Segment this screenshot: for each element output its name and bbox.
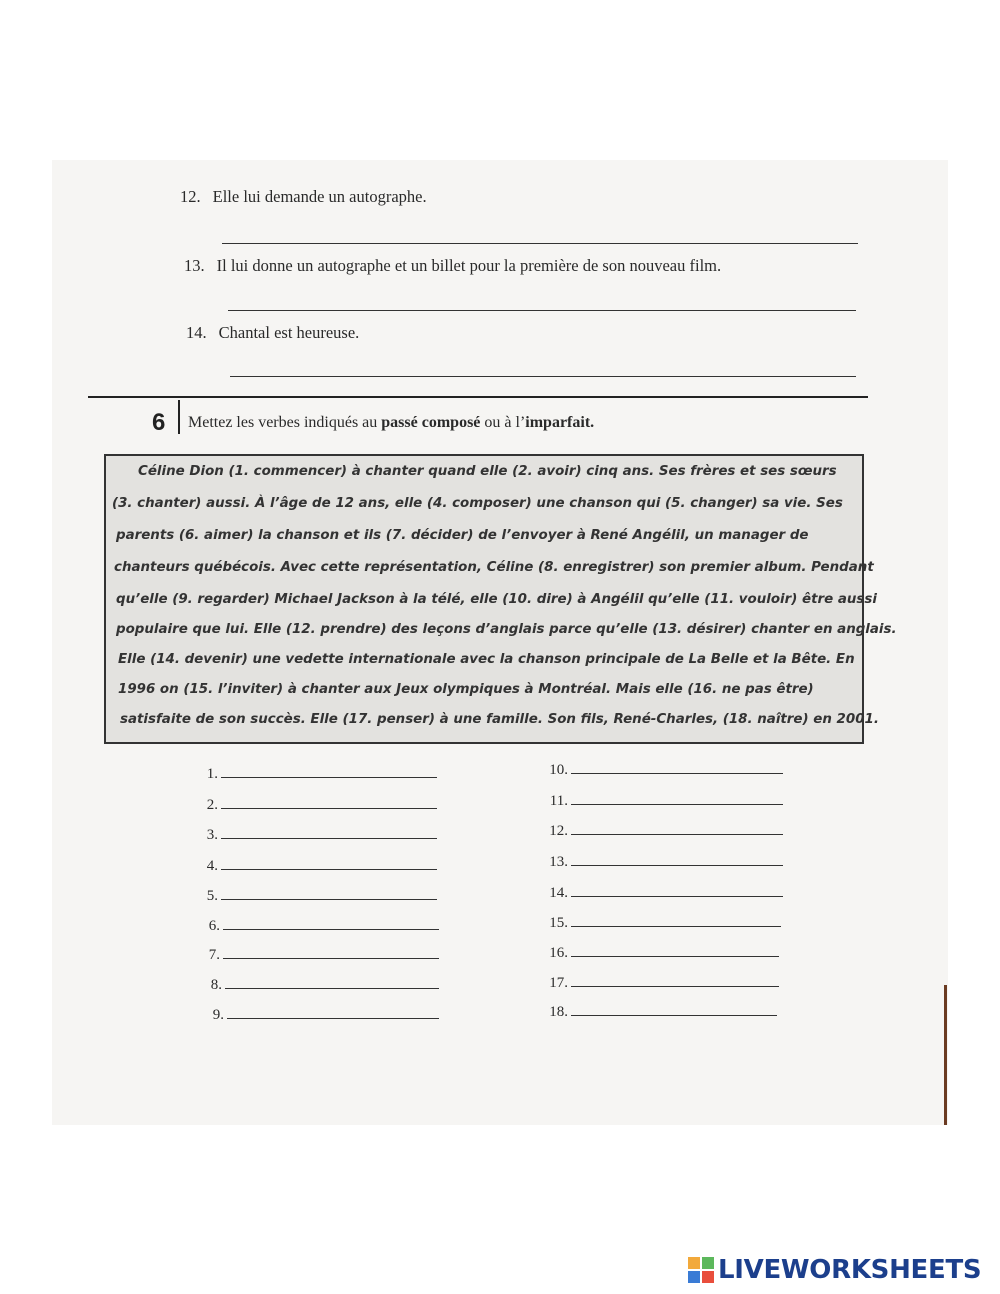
passage-line: Elle (14. devenir) une vedette internationale avec la chanson principale de La Belle et la Bête. En: [118, 652, 855, 667]
instruction-text: Mettez les verbes indiqués au: [188, 414, 382, 431]
question-text: Chantal est heureuse.: [218, 323, 360, 342]
blank-number: 2.: [206, 797, 218, 813]
answer-blank-15[interactable]: [540, 915, 781, 932]
question-12: [180, 187, 427, 207]
passage-line: (3. chanter) aussi. À l’âge de 12 ans, elle (4. composer) une chanson qui (5. changer) sa vie. Ses: [112, 496, 843, 511]
blank-line[interactable]: [221, 869, 437, 870]
answer-blank-12[interactable]: [540, 823, 783, 840]
blank-line[interactable]: [221, 808, 437, 809]
section-number: 6: [152, 409, 166, 436]
blank-line[interactable]: [223, 958, 439, 959]
blank-number: 5.: [206, 888, 218, 904]
question-number: 13.: [184, 256, 205, 275]
blank-number: 14.: [549, 885, 568, 901]
question-number: 14.: [186, 323, 207, 342]
question-number: 12.: [180, 187, 201, 206]
answer-blank-11[interactable]: [540, 793, 783, 810]
blank-number: 10.: [549, 762, 568, 778]
logo-square: [688, 1257, 700, 1269]
blank-line[interactable]: [571, 896, 783, 897]
blank-line[interactable]: [571, 804, 783, 805]
instruction-text: ou à l’: [480, 414, 526, 431]
logo-square: [702, 1271, 714, 1283]
blank-line[interactable]: [221, 838, 437, 839]
blank-number: 12.: [549, 823, 568, 839]
blank-number: 8.: [210, 977, 222, 993]
blank-number: 9.: [212, 1007, 224, 1023]
logo-grid-icon: [688, 1257, 714, 1283]
logo-square: [702, 1257, 714, 1269]
blank-number: 6.: [208, 918, 220, 934]
answer-blank-10[interactable]: [540, 762, 783, 779]
answer-blank-3[interactable]: [190, 827, 437, 844]
blank-number: 13.: [549, 854, 568, 870]
blank-number: 7.: [208, 947, 220, 963]
passage-line: Céline Dion (1. commencer) à chanter quand elle (2. avoir) cinq ans. Ses frères et ses sœurs: [138, 464, 837, 479]
question-text: Elle lui demande un autographe.: [212, 187, 427, 206]
answer-blank-5[interactable]: [190, 888, 437, 905]
blank-line[interactable]: [571, 834, 783, 835]
answer-blank-4[interactable]: [190, 858, 437, 875]
answer-blank-1[interactable]: [190, 766, 437, 783]
blank-line[interactable]: [571, 773, 783, 774]
blank-line[interactable]: [571, 926, 781, 927]
blank-line[interactable]: [221, 899, 437, 900]
blank-number: 3.: [206, 827, 218, 843]
answer-line-14[interactable]: [230, 376, 856, 377]
liveworksheets-logo: [688, 1253, 981, 1287]
blank-line[interactable]: [571, 986, 779, 987]
blank-number: 18.: [549, 1004, 568, 1020]
blank-line[interactable]: [571, 865, 783, 866]
answer-blank-14[interactable]: [540, 885, 783, 902]
section-instruction: [188, 414, 594, 432]
passage-line: 1996 on (15. l’inviter) à chanter aux Jeux olympiques à Montréal. Mais elle (16. ne pas être): [118, 682, 814, 697]
passage-line: satisfaite de son succès. Elle (17. penser) à une famille. Son fils, René-Charles, (18. naître) en 2001.: [120, 712, 879, 727]
answer-blank-6[interactable]: [192, 918, 439, 935]
answer-blank-7[interactable]: [192, 947, 439, 964]
answer-blank-16[interactable]: [540, 945, 779, 962]
passage-line: chanteurs québécois. Avec cette représentation, Céline (8. enregistrer) son premier album. Pendant: [114, 560, 874, 575]
question-text: Il lui donne un autographe et un billet pour la première de son nouveau film.: [216, 256, 722, 275]
blank-line[interactable]: [221, 777, 437, 778]
question-13: [184, 256, 721, 276]
passage-line: populaire que lui. Elle (12. prendre) des leçons d’anglais parce qu’elle (13. désirer) chanter en anglais.: [116, 622, 897, 637]
blank-line[interactable]: [571, 956, 779, 957]
passage-line: parents (6. aimer) la chanson et ils (7. décider) de l’envoyer à René Angélil, un manager de: [116, 528, 809, 543]
blank-number: 15.: [549, 915, 568, 931]
blank-number: 16.: [549, 945, 568, 961]
logo-square: [688, 1271, 700, 1283]
answer-blank-9[interactable]: [196, 1007, 439, 1024]
blank-line[interactable]: [223, 929, 439, 930]
instruction-bold-passe-compose: passé composé: [381, 414, 481, 431]
answer-blank-2[interactable]: [190, 797, 437, 814]
brand-name: LIVEWORKSHEETS: [718, 1255, 982, 1285]
answer-blank-8[interactable]: [194, 977, 439, 994]
blank-number: 1.: [206, 766, 218, 782]
instruction-bold-imparfait: imparfait.: [525, 414, 595, 431]
answer-line-12[interactable]: [222, 243, 858, 244]
blank-line[interactable]: [227, 1018, 439, 1019]
answer-blank-13[interactable]: [540, 854, 783, 871]
section-divider: [88, 396, 868, 398]
passage-line: qu’elle (9. regarder) Michael Jackson à la télé, elle (10. dire) à Angélil qu’elle (11. vouloir) être aussi: [116, 592, 877, 607]
answer-blank-18[interactable]: [540, 1004, 777, 1021]
blank-number: 11.: [549, 793, 568, 809]
answer-line-13[interactable]: [228, 310, 856, 311]
page-edge: [944, 985, 947, 1125]
answer-blank-17[interactable]: [540, 975, 779, 992]
blank-line[interactable]: [225, 988, 439, 989]
blank-number: 4.: [206, 858, 218, 874]
section-bar: [178, 400, 180, 434]
question-14: [186, 323, 359, 343]
passage-box: [104, 454, 897, 744]
blank-number: 17.: [549, 975, 568, 991]
blank-line[interactable]: [571, 1015, 777, 1016]
